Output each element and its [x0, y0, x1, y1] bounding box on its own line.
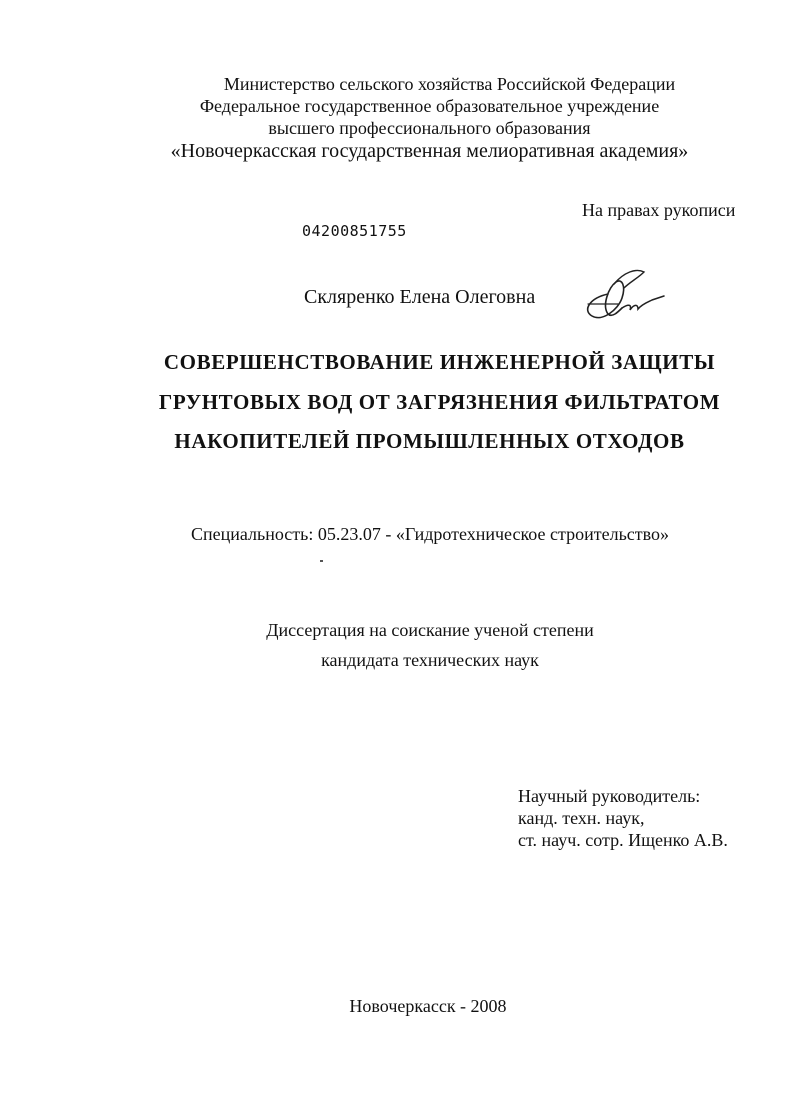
author-name: Скляренко Елена Олеговна [304, 286, 536, 308]
signature-icon [578, 264, 670, 326]
supervisor-degree: канд. техн. наук, [518, 808, 645, 828]
city-year: Новочеркасск - 2008 [349, 996, 507, 1016]
title-line-1: СОВЕРШЕНСТВОВАНИЕ ИНЖЕНЕРНОЙ ЗАЩИТЫ [163, 350, 716, 374]
institution-type-line: Федеральное государственное образовательное учреждение [199, 96, 660, 116]
catalog-code: 04200851755 [302, 222, 407, 240]
ministry-line: Министерство сельского хозяйства Российской Федерации [223, 74, 676, 94]
supervisor-name: ст. науч. сотр. Ищенко А.В. [518, 830, 728, 850]
supervisor-label: Научный руководитель: [518, 786, 701, 806]
scan-speck [320, 560, 323, 562]
academy-name: «Новочеркасская государственная мелиоративная академия» [170, 140, 689, 162]
manuscript-note: На правах рукописи [582, 200, 736, 220]
title-line-3: НАКОПИТЕЛЕЙ ПРОМЫШЛЕННЫХ ОТХОДОВ [174, 429, 685, 453]
title-line-2: ГРУНТОВЫХ ВОД ОТ ЗАГРЯЗНЕНИЯ ФИЛЬТРАТОМ [158, 390, 721, 414]
specialty-line: Специальность: 05.23.07 - «Гидротехническое строительство» [190, 524, 670, 544]
dissertation-line-1: Диссертация на соискание ученой степени [266, 620, 594, 640]
education-level-line: высшего профессионального образования [268, 118, 591, 138]
dissertation-line-2: кандидата технических наук [321, 650, 539, 670]
